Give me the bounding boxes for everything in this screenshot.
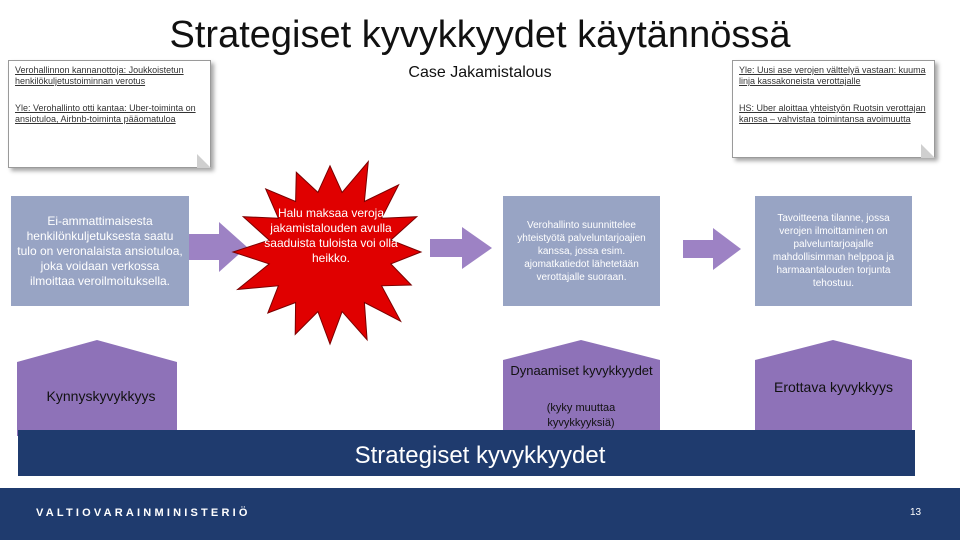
- process-box-1-text: Ei-ammattimaisesta henkilönkuljetuksesta saatu tulo on veronalaista ansiotuloa, joka voidaan verkossa ilmoittaa veroilmoituksella.: [17, 213, 183, 288]
- note-right: [732, 60, 935, 158]
- capability-left-label: Kynnyskyvykkyys: [46, 388, 156, 404]
- note-right-1[interactable]: Yle: Uusi ase verojen välttelyä vastaan: kuuma linja kassakoneista verottajalle: [739, 65, 926, 86]
- strategic-capabilities-label: Strategiset kyvykkyydet: [354, 442, 606, 469]
- capability-right-label: Erottava kyvykkyys: [773, 379, 894, 395]
- page-number: 13: [910, 507, 922, 518]
- note-left: [8, 60, 211, 168]
- note-fold-icon: [921, 144, 935, 158]
- ministry-logo-text: VALTIOVARAINMINISTERIÖ: [36, 507, 251, 519]
- case-subtitle: Case Jakamistalous: [408, 64, 552, 81]
- note-right-2[interactable]: HS: Uber aloittaa yhteistyön Ruotsin verottajan kanssa – vahvistaa toimintansa avoimuutta: [739, 103, 926, 124]
- arrow-right-icon: [683, 228, 741, 270]
- page-title: Strategiset kyvykkyydet käytännössä: [169, 14, 791, 56]
- arrow-right-icon: [430, 227, 492, 269]
- note-left-2[interactable]: Yle: Verohallinto otti kantaa: Uber-toiminta on ansiotuloa, Airbnb-toiminta pääomatuloa: [15, 103, 196, 124]
- capability-middle-sublabel: (kyky muuttaa kyvykkyyksiä): [546, 402, 616, 429]
- process-box-4-text: Tavoitteena tilanne, jossa verojen ilmoittaminen on palveluntarjoajalle mahdollisimman helppoa ja harmaantalouden torjunta tehostuu.: [772, 213, 895, 289]
- process-box-1: [11, 196, 189, 306]
- note-fold-icon: [197, 154, 211, 168]
- note-left-1[interactable]: Verohallinnon kannanottoja: Joukkoistetun henkilökuljetustoiminnan verotus: [15, 65, 184, 86]
- capability-middle-label: Dynaamiset kyvykkyydet: [510, 363, 653, 378]
- star-text: Halu maksaa veroja jakamistalouden avulla saaduista tuloista voi olla heikko.: [264, 206, 398, 265]
- process-box-3-text: Verohallinto suunnittelee yhteistyötä palveluntarjoajien kanssa, jossa esim. ajomatkatiedot lähetetään verottajalle suoraan.: [517, 219, 646, 283]
- process-box-3: [503, 196, 660, 306]
- process-box-4: [755, 196, 912, 306]
